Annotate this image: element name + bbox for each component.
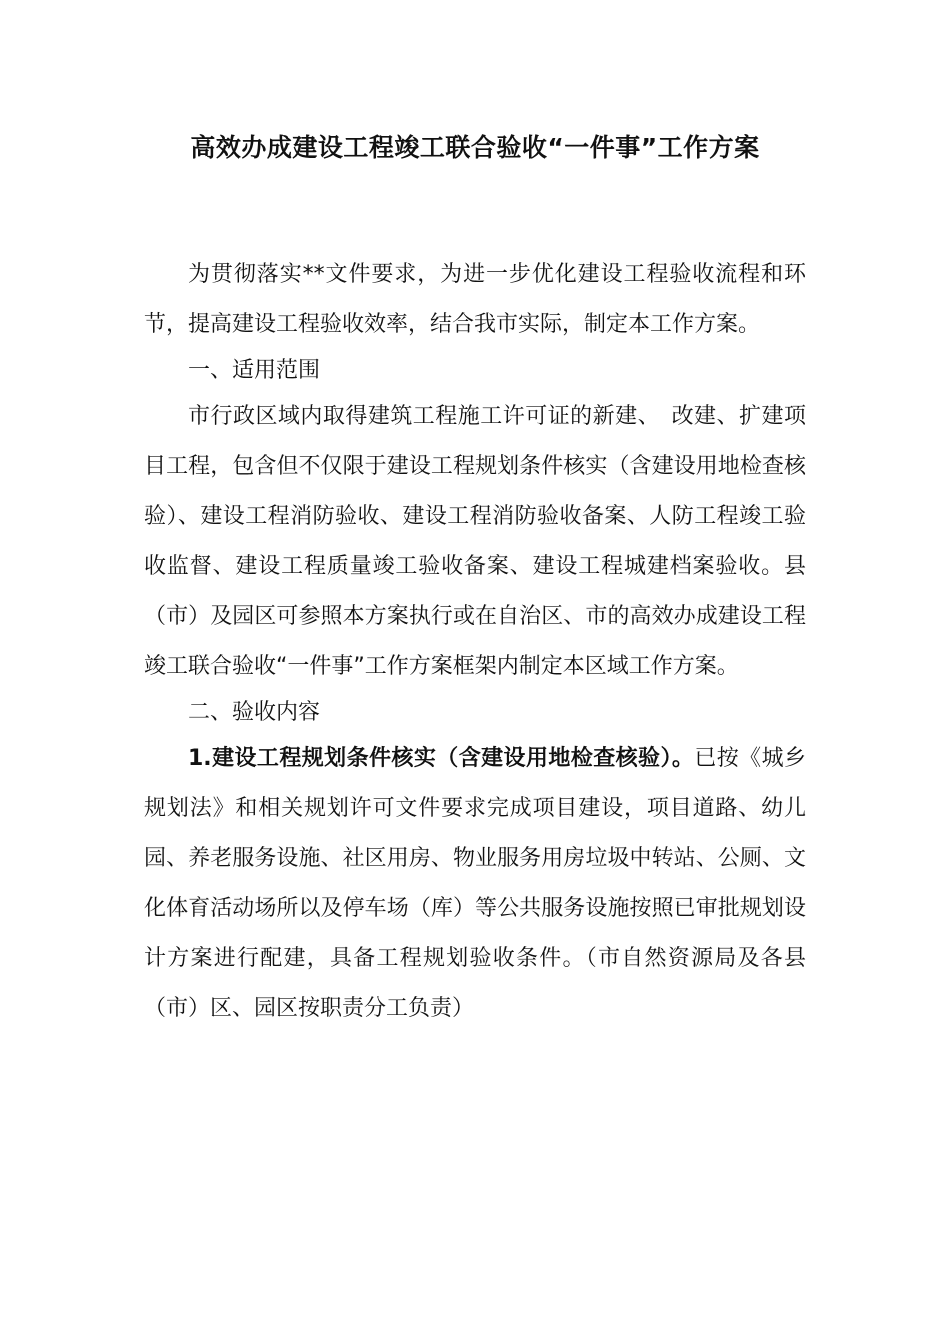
- scope-paragraph: 市行政区域内取得建筑工程施工许可证的新建、 改建、扩建项目工程，包含但不仅限于建设工程规划条件核实（含建设用地检查核验）、建设工程消防验收、建设工程消防验收备案、人防工程竣工验收监督、建设工程质量竣工验收备案、建设工程城建档案验收。县（市）及园区可参照本方案执行或在自治区、市的高效办成建设工程竣工联合验收“一件事”工作方案框架内制定本区域工作方案。: [144, 404, 806, 679]
- section-heading-scope: 一、适用范围: [188, 358, 321, 383]
- content-item-1: [144, 734, 806, 1034]
- document-title: 高效办成建设工程竣工联合验收“一件事”工作方案: [190, 133, 760, 162]
- intro-paragraph: 为贯彻落实**文件要求，为进一步优化建设工程验收流程和环节，提高建设工程验收效率，结合我市实际，制定本工作方案。: [144, 262, 806, 337]
- content-item-1-heading: 1.建设工程规划条件核实（含建设用地检查核验）。: [188, 746, 695, 771]
- document-body: [144, 250, 806, 1034]
- section-heading-content: 二、验收内容: [188, 700, 321, 725]
- content-item-1-text: 已按《城乡规划法》和相关规划许可文件要求完成项目建设，项目道路、幼儿园、养老服务设施、社区用房、物业服务用房垃圾中转站、公厕、文化体育活动场所以及停车场（库）等公共服务设施按照已审批规划设计方案进行配建，具备工程规划验收条件。（市自然资源局及各县（市）区、园区按职责分工负责）: [144, 746, 806, 1021]
